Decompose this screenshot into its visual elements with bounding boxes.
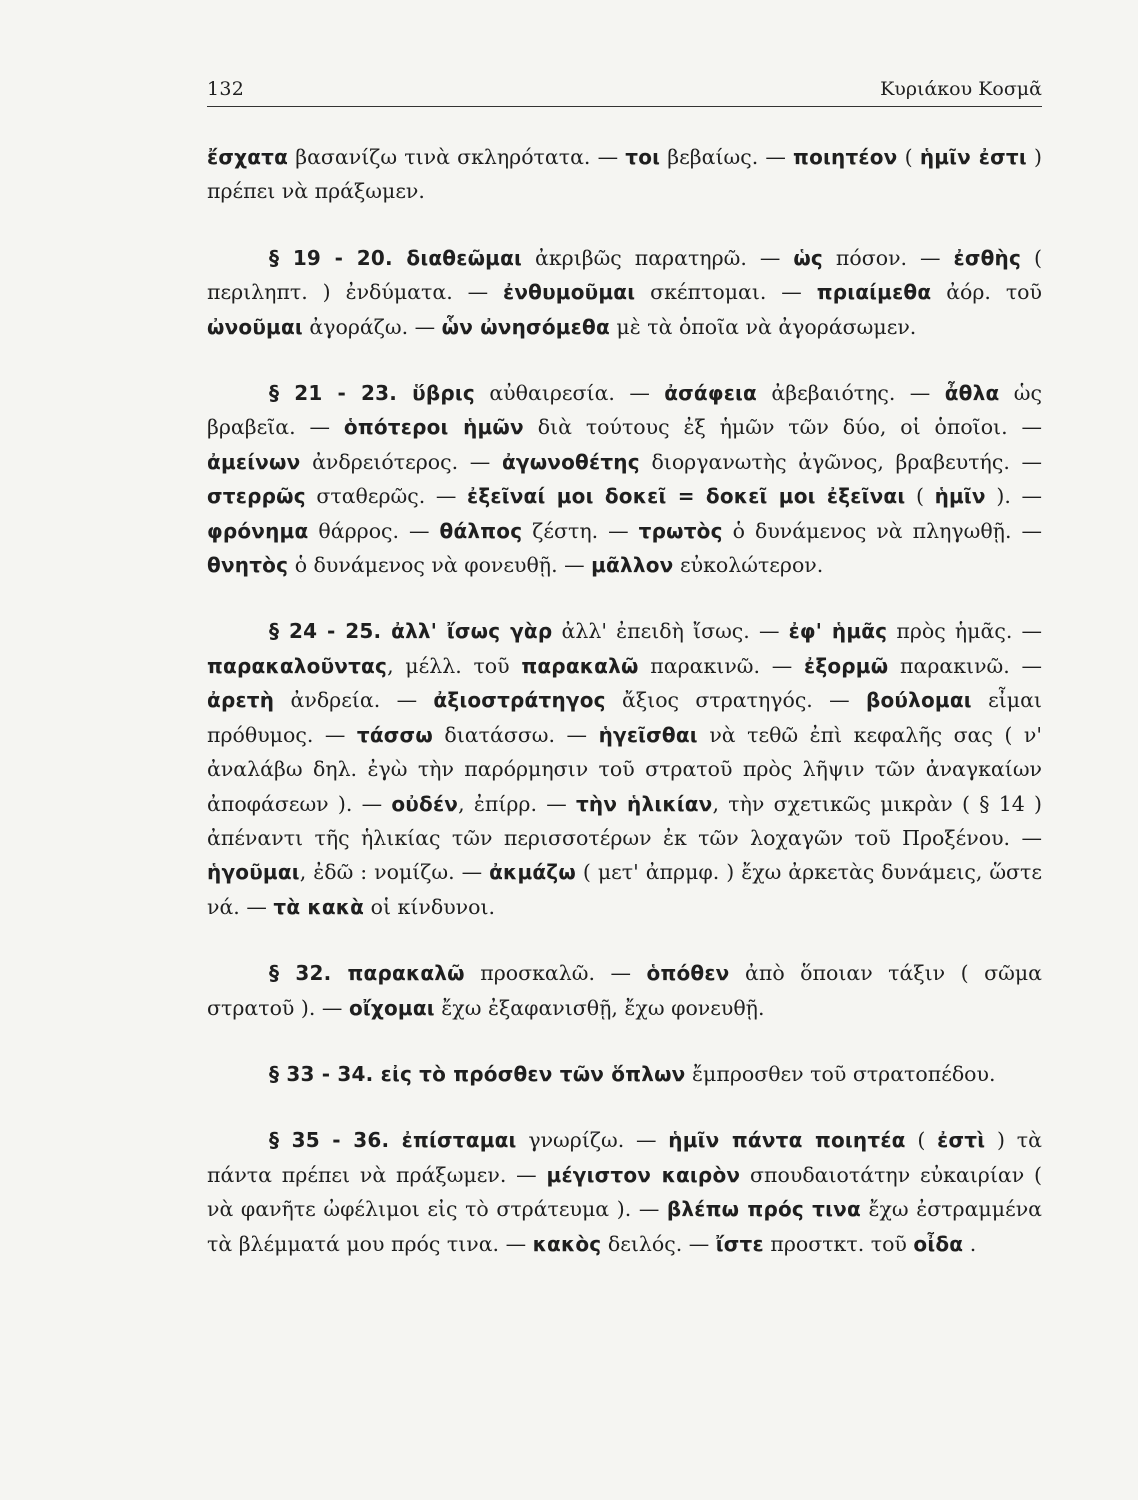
- lemma-term: ἀλλ' ἴσως γὰρ: [391, 619, 553, 644]
- gloss-text: θάρρος. —: [308, 518, 440, 543]
- lemma-term: ἴστε: [715, 1231, 764, 1256]
- gloss-text: , τὴν σχετικῶς μικρὰν ( § 14 ) ἀπέναντι τῆς ἡλικίας τῶν περισσοτέρων ἐκ τῶν λοχαγῶν τοῦ Προξένου. —: [207, 791, 1043, 850]
- lemma-term: ἀσάφεια: [664, 381, 757, 406]
- lemma-term: εἰς τὸ πρόσθεν τῶν ὅπλων: [380, 1061, 686, 1086]
- lemma-term: § 21 - 23.: [269, 381, 413, 406]
- lemma-term: ἆθλα: [944, 381, 1000, 406]
- lemma-term: πριαίμεθα: [816, 280, 932, 305]
- gloss-text: ἔχω ἐστραμμένα τὰ βλέμματά μου πρός τινα. —: [207, 1197, 1042, 1256]
- lemma-term: ἀκμάζω: [489, 860, 576, 885]
- gloss-text: αὐθαιρεσία. —: [474, 381, 665, 406]
- lemma-term: ἡμῖν ἐστι: [919, 145, 1027, 169]
- lemma-term: κακὸς: [532, 1231, 602, 1256]
- lemma-term: τὴν ἡλικίαν: [575, 791, 713, 816]
- lemma-term: οὐδέν: [391, 791, 459, 816]
- gloss-text: εὐκολώτερον.: [673, 553, 824, 578]
- gloss-text: , ἐπίρρ. —: [458, 791, 576, 816]
- gloss-text: μὲ τὰ ὁποῖα νὰ ἀγοράσωμεν.: [609, 314, 917, 339]
- gloss-text: γνωρίζω. —: [516, 1128, 669, 1153]
- lemma-term: ἐπίσταμαι: [401, 1128, 517, 1153]
- lemma-term: § 35 - 36.: [269, 1128, 402, 1153]
- gloss-text: βεβαίως. —: [660, 145, 794, 169]
- gloss-text: ὁ δυνάμενος νὰ φονευθῇ. —: [288, 553, 592, 578]
- gloss-text: ἀλλ' ἐπειδὴ ἴσως. —: [552, 619, 789, 644]
- gloss-text: πρὸς ἡμᾶς. —: [887, 619, 1042, 644]
- lemma-term: οἶδα: [913, 1231, 964, 1256]
- lemma-term: ἔσχατα: [207, 145, 289, 169]
- gloss-text: ἄξιος στρατηγός. —: [605, 688, 866, 713]
- lemma-term: ποιητέον: [793, 145, 898, 169]
- commentary-paragraph: [207, 1123, 1042, 1261]
- lemma-term: μᾶλλον: [591, 553, 674, 578]
- gloss-text: , μέλλ. τοῦ: [387, 653, 522, 678]
- lemma-term: τὰ κακὰ: [273, 894, 365, 919]
- gloss-text: (: [905, 1128, 938, 1153]
- gloss-text: ἔχω ἐξαφανισθῇ, ἔχω φονευθῇ.: [434, 995, 765, 1020]
- lemma-term: οἴχομαι: [348, 995, 435, 1020]
- lemma-term: μέγιστον καιρὸν: [546, 1162, 741, 1187]
- commentary-paragraph: [207, 140, 1042, 209]
- lemma-term: βλέπω πρός τινα: [666, 1197, 861, 1222]
- gloss-text: εἶμαι πρόθυμος. —: [207, 688, 1042, 747]
- gloss-text: διὰ τούτους ἐξ ἡμῶν τῶν δύο, οἱ ὁποῖοι. —: [523, 415, 1042, 440]
- gloss-text: νὰ τεθῶ ἐπὶ κεφαλῆς σας ( ν' ἀναλάβω δηλ. ἐγὼ τὴν παρόρμησιν τοῦ στρατοῦ πρὸς λῆψιν τῶν ἀναγκαίων ἀποφάσεων ). —: [207, 722, 1042, 816]
- gloss-text: ( μετ' ἀπρμφ. ) ἔχω ἀρκετὰς δυνάμεις, ὥστε νά. —: [207, 860, 1042, 919]
- gloss-text: ἔμπροσθεν τοῦ στρατοπέδου.: [685, 1061, 996, 1086]
- running-head: [207, 74, 1042, 107]
- gloss-text: (: [905, 484, 935, 509]
- gloss-text: σπουδαιοτάτην εὐκαιρίαν ( νὰ φανῆτε ὠφέλιμοι εἰς τὸ στράτευμα ). —: [207, 1162, 1043, 1222]
- lemma-term: ἀξιοστράτηγος: [433, 688, 606, 713]
- gloss-text: προσκαλῶ. —: [464, 961, 647, 986]
- lemma-term: ἡμῖν πάντα ποιητέα: [668, 1128, 906, 1153]
- gloss-text: ἀκριβῶς παρατηρῶ. —: [522, 245, 794, 270]
- lemma-term: ἡγοῦμαι: [207, 860, 300, 885]
- lemma-term: παρακαλῶ: [521, 653, 639, 678]
- lemma-term: ἐφ' ἡμᾶς: [788, 619, 888, 644]
- lemma-term: τρωτὸς: [638, 518, 723, 543]
- commentary-paragraph: [207, 1057, 1042, 1091]
- lemma-term: ἐνθυμοῦμαι: [503, 280, 636, 305]
- lemma-term: ἀγωνοθέτης: [501, 449, 640, 474]
- lemma-term: ἐστὶ: [937, 1128, 986, 1153]
- lemma-term: ἡγεῖσθαι: [598, 722, 698, 747]
- gloss-text: ἀπὸ ὅποιαν τάξιν ( σῶμα στρατοῦ ). —: [207, 961, 1043, 1020]
- gloss-text: ἀνδρεία. —: [274, 688, 434, 713]
- gloss-text: ) τὰ πάντα πρέπει νὰ πράξωμεν. —: [207, 1128, 1042, 1187]
- lemma-term: ἐσθὴς: [953, 245, 1022, 270]
- gloss-text: ὁ δυνάμενος νὰ πληγωθῇ. —: [722, 518, 1042, 543]
- gloss-text: σκέπτομαι. —: [635, 280, 817, 305]
- gloss-text: ἀβεβαιότης. —: [757, 381, 945, 406]
- gloss-text: οἱ κίνδυνοι.: [364, 894, 496, 919]
- lemma-term: ἀμείνων: [207, 449, 301, 474]
- commentary-paragraph: [207, 614, 1042, 924]
- gloss-text: παρακινῶ. —: [638, 653, 804, 678]
- gloss-text: ) πρέπει νὰ πράξωμεν.: [207, 145, 1043, 204]
- commentary-paragraph: [207, 956, 1042, 1025]
- lemma-term: ὠνοῦμαι: [207, 314, 303, 339]
- lemma-term: τάσσω: [356, 722, 433, 747]
- gloss-text: ἀόρ. τοῦ: [931, 280, 1042, 305]
- gloss-text: διατάσσω. —: [432, 722, 599, 747]
- gloss-text: ἀγοράζω. —: [302, 314, 442, 339]
- gloss-text: (: [897, 145, 920, 169]
- gloss-text: βασανίζω τινὰ σκληρότατα. —: [288, 145, 626, 169]
- gloss-text: ( περιληπτ. ) ἐνδύματα. —: [207, 245, 1042, 305]
- gloss-text: , ἐδῶ : νομίζω. —: [299, 860, 490, 885]
- gloss-text: .: [963, 1231, 977, 1256]
- gloss-text: ). —: [985, 484, 1042, 509]
- lemma-term: ἐξεῖναί μοι δοκεῖ = δοκεῖ μοι ἐξεῖναι: [467, 484, 906, 509]
- gloss-text: δειλός. —: [601, 1231, 716, 1256]
- gloss-text: προστκτ. τοῦ: [763, 1231, 914, 1256]
- lemma-term: § 19 - 20.: [269, 245, 407, 270]
- lemma-term: ἐξορμῶ: [803, 653, 889, 678]
- lemma-term: παρακαλοῦντας: [207, 653, 388, 678]
- lemma-term: διαθεῶμαι: [406, 245, 523, 270]
- lemma-term: παρακαλῶ: [347, 961, 465, 986]
- page-number: 132: [207, 78, 245, 100]
- lemma-term: τοι: [625, 145, 661, 169]
- lemma-term: θνητὸς: [207, 553, 289, 578]
- lemma-term: φρόνημα: [207, 518, 309, 543]
- gloss-text: πόσον. —: [822, 245, 954, 270]
- gloss-text: ἀνδρειότερος. —: [300, 449, 502, 474]
- lemma-term: § 32.: [269, 961, 348, 986]
- gloss-text: παρακινῶ. —: [888, 653, 1042, 678]
- lemma-term: § 33 - 34.: [269, 1061, 381, 1086]
- lemma-term: ἀρετὴ: [207, 688, 275, 713]
- gloss-text: σταθερῶς. —: [305, 484, 468, 509]
- gloss-text: ὡς βραβεῖα. —: [207, 381, 1042, 440]
- lemma-term: ὁπόθεν: [646, 961, 730, 986]
- lemma-term: ἡμῖν: [934, 484, 986, 509]
- running-head-author: Κυριάκου Κοσμᾶ: [880, 78, 1042, 100]
- commentary-paragraph: [207, 241, 1042, 344]
- lemma-term: στερρῶς: [207, 484, 306, 509]
- lemma-term: θάλπος: [439, 518, 523, 543]
- lemma-term: βούλομαι: [865, 688, 972, 713]
- lemma-term: ὡς: [793, 245, 823, 270]
- commentary-body: [207, 140, 1042, 1261]
- lemma-term: ὧν ὠνησόμεθα: [441, 314, 610, 339]
- lemma-term: ὕβρις: [412, 381, 475, 406]
- lemma-term: § 24 - 25.: [269, 619, 392, 644]
- commentary-paragraph: [207, 376, 1042, 582]
- gloss-text: ζέστη. —: [522, 518, 639, 543]
- gloss-text: διοργανωτὴς ἀγῶνος, βραβευτής. —: [639, 449, 1042, 474]
- lemma-term: ὁπότεροι ἡμῶν: [343, 415, 524, 440]
